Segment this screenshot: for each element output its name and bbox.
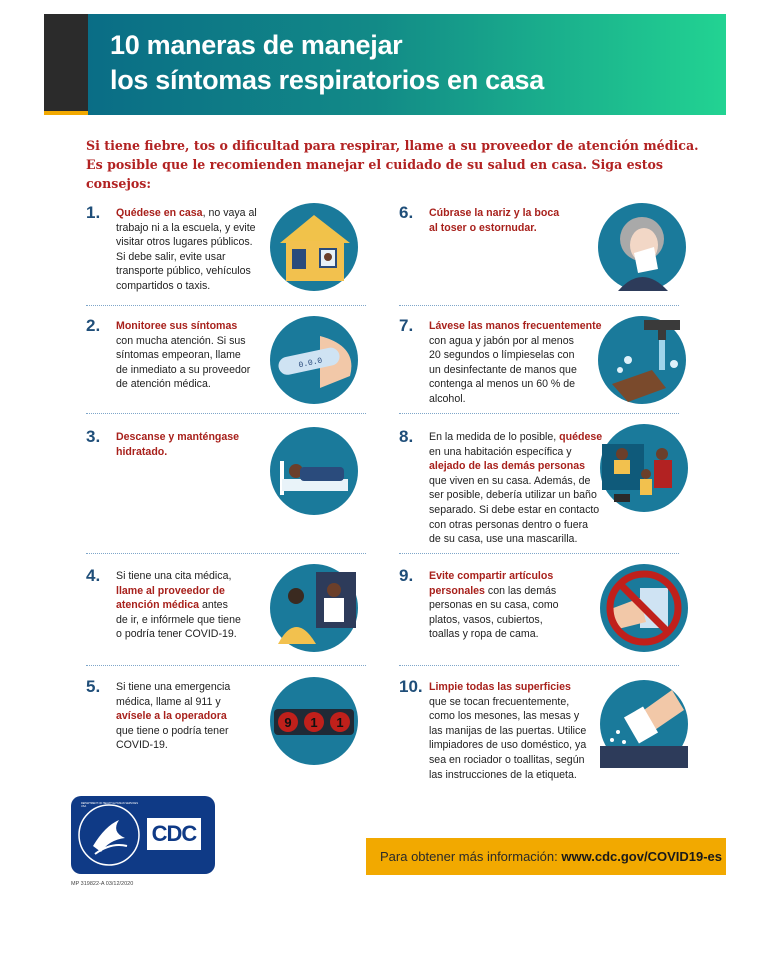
tip-line: sea en rociador o toallitas, según — [429, 753, 585, 766]
tip-text-part: con las demás — [484, 584, 557, 597]
bed-rest-icon — [270, 427, 358, 515]
tip-line: personas en su casa, como — [429, 599, 559, 612]
tip-line: platos, vasos, cubiertos, — [429, 613, 543, 626]
tip-line: COVID-19. — [116, 739, 168, 752]
info-text — [380, 849, 722, 864]
handwashing-icon — [598, 316, 686, 404]
tip-line: de inmediato a su proveedor — [116, 363, 251, 376]
tip-line: Si debe salir, evite usar — [116, 250, 226, 263]
tip-text — [429, 569, 559, 642]
tip-line: ser posible, debería utilizar un baño — [429, 489, 597, 502]
phone-digit: 9 — [284, 715, 292, 730]
cdc-logo — [71, 796, 215, 874]
cdc-logo-text: CDC — [151, 821, 197, 846]
document-code: MP 319822-A 03/12/2020 — [71, 881, 134, 887]
header-dark-block — [44, 14, 88, 115]
phone-call-icon — [270, 564, 358, 652]
tip-line: con mucha atención. Si sus — [116, 334, 246, 347]
tip-line: con otras personas dentro o fuera — [429, 518, 589, 531]
header-gold-stripe — [44, 111, 88, 115]
tip-highlight: atención médica — [116, 599, 200, 612]
phone-digit: 1 — [310, 715, 318, 730]
tip-highlight: Lávese las manos frecuentemente — [429, 320, 602, 332]
tip-number: 2. — [86, 316, 101, 335]
tip-highlight: Monitoree sus síntomas — [116, 320, 238, 332]
tip-line: de ir, e infórmele que tiene — [116, 613, 241, 626]
no-sharing-icon — [600, 564, 688, 652]
tip-line: las manijas de las puertas. Utilice — [429, 724, 587, 737]
tip-line: síntomas empeoran, llame — [116, 349, 241, 362]
title-line-2: los síntomas respiratorios en casa — [110, 65, 544, 95]
info-bar — [366, 838, 726, 875]
tip-highlight: Quédese en casa — [116, 207, 203, 219]
tip-text — [116, 569, 241, 642]
tip-line: como los mesones, las mesas y — [429, 710, 580, 723]
header-banner — [44, 14, 726, 115]
cleaning-spray-icon — [600, 680, 688, 768]
tip-number: 1. — [86, 203, 101, 222]
tip-number: 7. — [399, 316, 414, 335]
thermometer-reading: 0.0.0 — [297, 356, 324, 371]
tip-highlight: Cúbrase la nariz y la boca — [429, 207, 560, 219]
tip-text — [116, 430, 239, 459]
tip-line: de su casa, use una mascarilla. — [429, 533, 578, 546]
tip-line: compartidos o taxis. — [116, 279, 211, 292]
tip-line: médica, llame al 911 y — [116, 695, 221, 708]
tip-text — [429, 430, 602, 547]
tip-line: separado. Si debe estar en contacto — [429, 503, 600, 516]
intro-line-2: Es posible que le recomienden manejar el cuidado de su salud en casa. Siga estos consejos: — [86, 157, 664, 191]
divider — [86, 305, 366, 306]
tip-number: 4. — [86, 566, 101, 585]
tip-line: las instrucciones de la etiqueta. — [429, 768, 577, 781]
house-icon — [270, 203, 358, 291]
divider — [86, 665, 366, 666]
tip-line: en una habitación específica y — [429, 445, 572, 458]
tip-number: 3. — [86, 427, 101, 446]
tip-line: contenga al menos un 60 % de — [429, 378, 576, 391]
tip-text — [429, 680, 586, 782]
divider — [399, 305, 679, 306]
tip-text — [116, 319, 250, 392]
tip-line: un desinfectante de manos que — [429, 363, 577, 376]
divider — [399, 553, 679, 554]
tip-line: visitar otros lugares públicos. — [116, 236, 253, 249]
tip-highlight: Descanse y manténgase — [116, 431, 240, 443]
tip-line: que viven en su casa. Además, de — [429, 474, 591, 487]
tip-highlight: personales — [429, 584, 485, 597]
intro-text — [86, 136, 726, 193]
tip-line: que tiene o podría tener — [116, 724, 229, 737]
tip-highlight: Evite compartir artículos — [429, 570, 554, 582]
tip-number: 5. — [86, 677, 101, 696]
tip-line: limpiadores de uso doméstico, ya — [429, 739, 587, 752]
tip-line: que se tocan frecuentemente, — [429, 695, 570, 708]
divider — [86, 413, 366, 414]
intro-line-1: Si tiene fiebre, tos o dificultad para respirar, llame a su proveedor de atención médica. — [86, 138, 699, 153]
tip-text — [429, 319, 602, 407]
tip-text — [429, 206, 559, 235]
tip-number: 6. — [399, 203, 414, 222]
tip-line: Si tiene una emergencia — [116, 681, 231, 693]
tip-number: 9. — [399, 566, 414, 585]
tip-highlight: llame al proveedor de — [116, 584, 225, 597]
tip-text — [116, 206, 257, 294]
tip-text — [116, 680, 230, 753]
divider — [399, 413, 679, 414]
tip-text-part: En la medida de lo posible, — [429, 431, 560, 443]
tip-highlight: al toser o estornudar. — [429, 221, 537, 234]
info-prefix: Para obtener más información: — [380, 849, 562, 864]
phone-digit: 1 — [336, 715, 344, 730]
tip-line: alcohol. — [429, 392, 466, 405]
divider — [86, 553, 366, 554]
hhs-seal-text: DEPARTMENT OF HEALTH & HUMAN SERVICES USA — [81, 802, 139, 808]
tip-highlight: Limpie todas las superficies — [429, 681, 571, 693]
divider — [399, 665, 679, 666]
tip-highlight: hidratado. — [116, 445, 168, 458]
tip-text-part: , no vaya al — [202, 207, 257, 219]
thermometer-icon — [270, 316, 358, 404]
title-line-1: 10 maneras de manejar — [110, 30, 403, 60]
tip-text-part: antes — [199, 599, 228, 612]
tip-line: Si tiene una cita médica, — [116, 570, 232, 582]
tip-highlight: alejado de las demás personas — [429, 460, 586, 473]
tip-line: 20 segundos o límpieselas con — [429, 349, 575, 362]
tip-number: 10. — [399, 677, 423, 696]
tip-line: toallas y ropa de cama. — [429, 628, 539, 641]
tip-highlight: quédese — [559, 431, 603, 443]
tip-number: 8. — [399, 427, 414, 446]
page-title — [110, 28, 544, 98]
tip-line: o podría tener COVID-19. — [116, 628, 237, 641]
tip-line: transporte público, vehículos — [116, 265, 251, 278]
tip-line: de atención médica. — [116, 378, 211, 391]
tip-highlight: avísele a la operadora — [116, 710, 227, 723]
isolation-icon — [600, 424, 688, 512]
emergency-911-icon — [270, 677, 358, 765]
info-url-link[interactable]: www.cdc.gov/COVID19-es — [561, 849, 722, 864]
tip-line: con agua y jabón por al menos — [429, 334, 574, 347]
sneeze-icon — [598, 203, 686, 291]
tip-line: trabajo ni a la escuela, y evite — [116, 221, 256, 234]
